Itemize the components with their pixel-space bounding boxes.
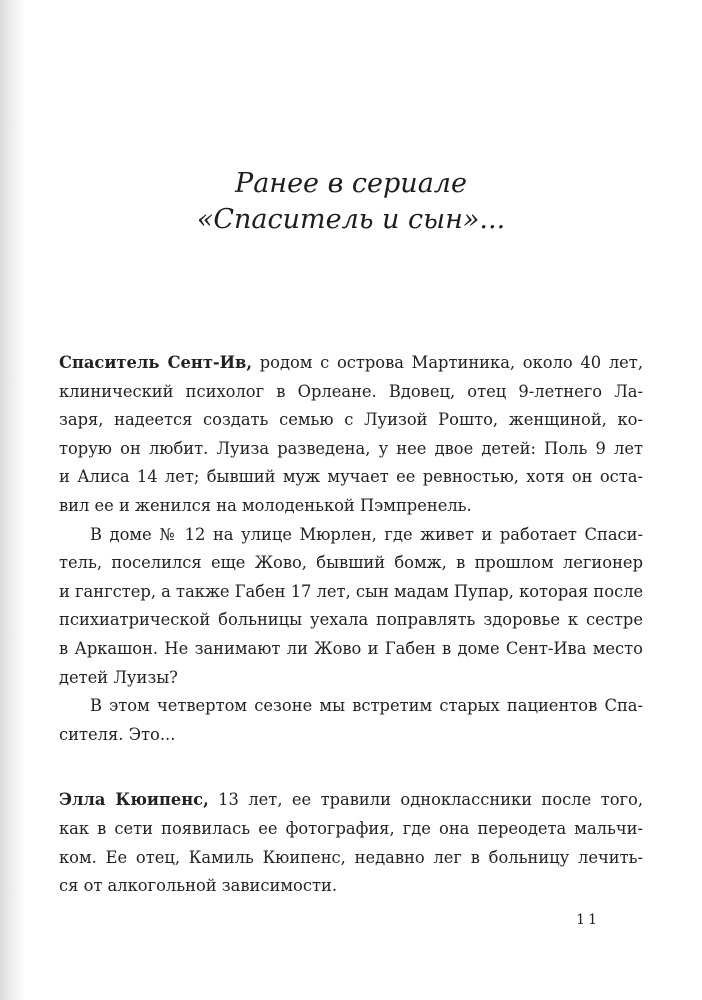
paragraph-2-line-5: в Аркашон. Не занимают ли Жово и Габен в доме Сент-Ива место (59, 638, 643, 658)
character-name: Спаситель Сент-Ив, (59, 353, 253, 372)
paragraph-3-line-2: сителя. Это... (59, 724, 176, 744)
paragraph-4-line-1 (59, 786, 643, 815)
section-gap (59, 749, 643, 786)
paragraph-1-line-1 (59, 349, 643, 378)
title-line-2: «Спаситель и сын»... (196, 204, 506, 235)
paragraph-4-line-4: ся от алкогольной зависимости. (59, 876, 337, 896)
paragraph-2-line-4: психиатрической больницы уехала поправлять здоровье к сестре (59, 610, 643, 630)
character-name: Элла Кюипенс, (59, 790, 209, 810)
paragraph-1-line-6: вил ее и женился на молоденькой Пэмпренель. (59, 495, 472, 515)
paragraph-1-line-4: торую он любит. Луиза разведена, у нее двое детей: Поль 9 лет (59, 438, 643, 458)
paragraph-2-line-2: тель, поселился еще Жово, бывший бомж, в прошлом легионер (59, 553, 643, 573)
title-line-1: Ранее в сериале (235, 168, 467, 199)
paragraph-1-text: родом с острова Мартиника, около 40 лет, (252, 353, 643, 372)
paragraph-2-line-1: В доме № 12 на улице Мюрлен, где живет и работает Спаси- (90, 524, 643, 544)
paragraph-1-line-5: и Алиса 14 лет; бывший муж мучает ее ревностью, хотя он оста- (59, 467, 643, 487)
paragraph-4-line-3: ком. Ее отец, Камиль Кюипенс, недавно лег в больницу лечить- (59, 847, 643, 867)
paragraph-1-line-3: заря, надеется создать семью с Луизой Рошто, женщиной, ко- (59, 410, 643, 430)
paragraph-2-line-3: и гангстер, а также Габен 17 лет, сын мадам Пупар, которая после (59, 581, 644, 601)
page-title (0, 166, 702, 238)
page-number: 11 (576, 912, 600, 928)
paragraph-2-line-6: детей Луизы? (59, 667, 178, 687)
body-text (59, 349, 643, 901)
paragraph-3-line-1: В этом четвертом сезоне мы встретим старых пациентов Спа- (90, 696, 643, 716)
paragraph-4-line-2: как в сети появилась ее фотография, где она переодета мальчи- (59, 818, 643, 838)
paragraph-1-line-2: клинический психолог в Орлеане. Вдовец, отец 9-летнего Ла- (59, 381, 643, 401)
paragraph-4-text: 13 лет, ее травили одноклассники после того, (208, 790, 644, 810)
